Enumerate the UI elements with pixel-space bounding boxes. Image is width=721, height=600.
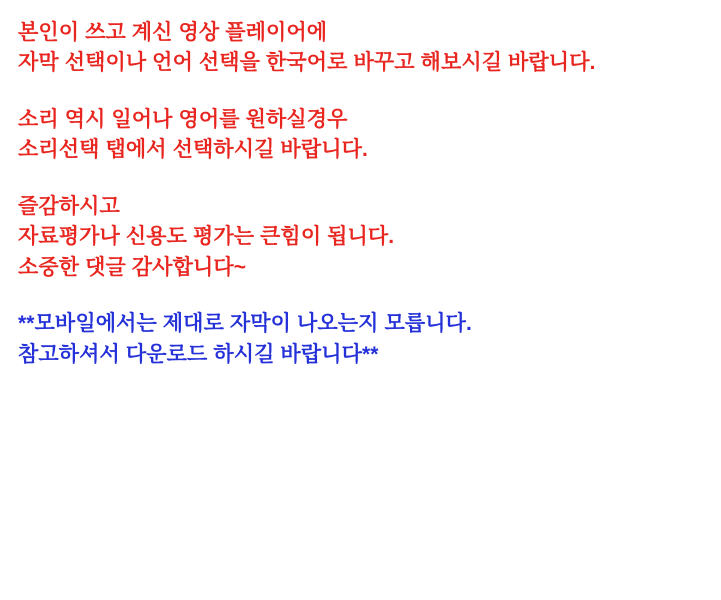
text-line: 소리선택 탭에서 선택하시길 바랍니다.: [18, 138, 368, 162]
text-line: 자막 선택이나 언어 선택을 한국어로 바꾸고 해보시길 바랍니다.: [18, 51, 596, 75]
text-line: 소중한 댓글 감사합니다~: [18, 255, 247, 279]
text-line: 소리 역시 일어나 영어를 원하실경우: [18, 107, 348, 131]
text-line: 참고하셔서 다운로드 하시길 바랍니다**: [18, 342, 379, 366]
text-line: 즐감하시고: [18, 194, 120, 218]
text-block-enjoy-rating: [18, 192, 721, 283]
text-block-audio-selection: [18, 105, 721, 166]
text-line: **모바일에서는 제대로 자막이 나오는지 모릅니다.: [18, 312, 472, 336]
text-line: 자료평가나 신용도 평가는 큰힘이 됩니다.: [18, 225, 395, 249]
text-block-mobile-notice: [18, 309, 721, 370]
text-line: 본인이 쓰고 계신 영상 플레이어에: [18, 21, 328, 44]
text-block-player-subtitle: [18, 18, 721, 79]
